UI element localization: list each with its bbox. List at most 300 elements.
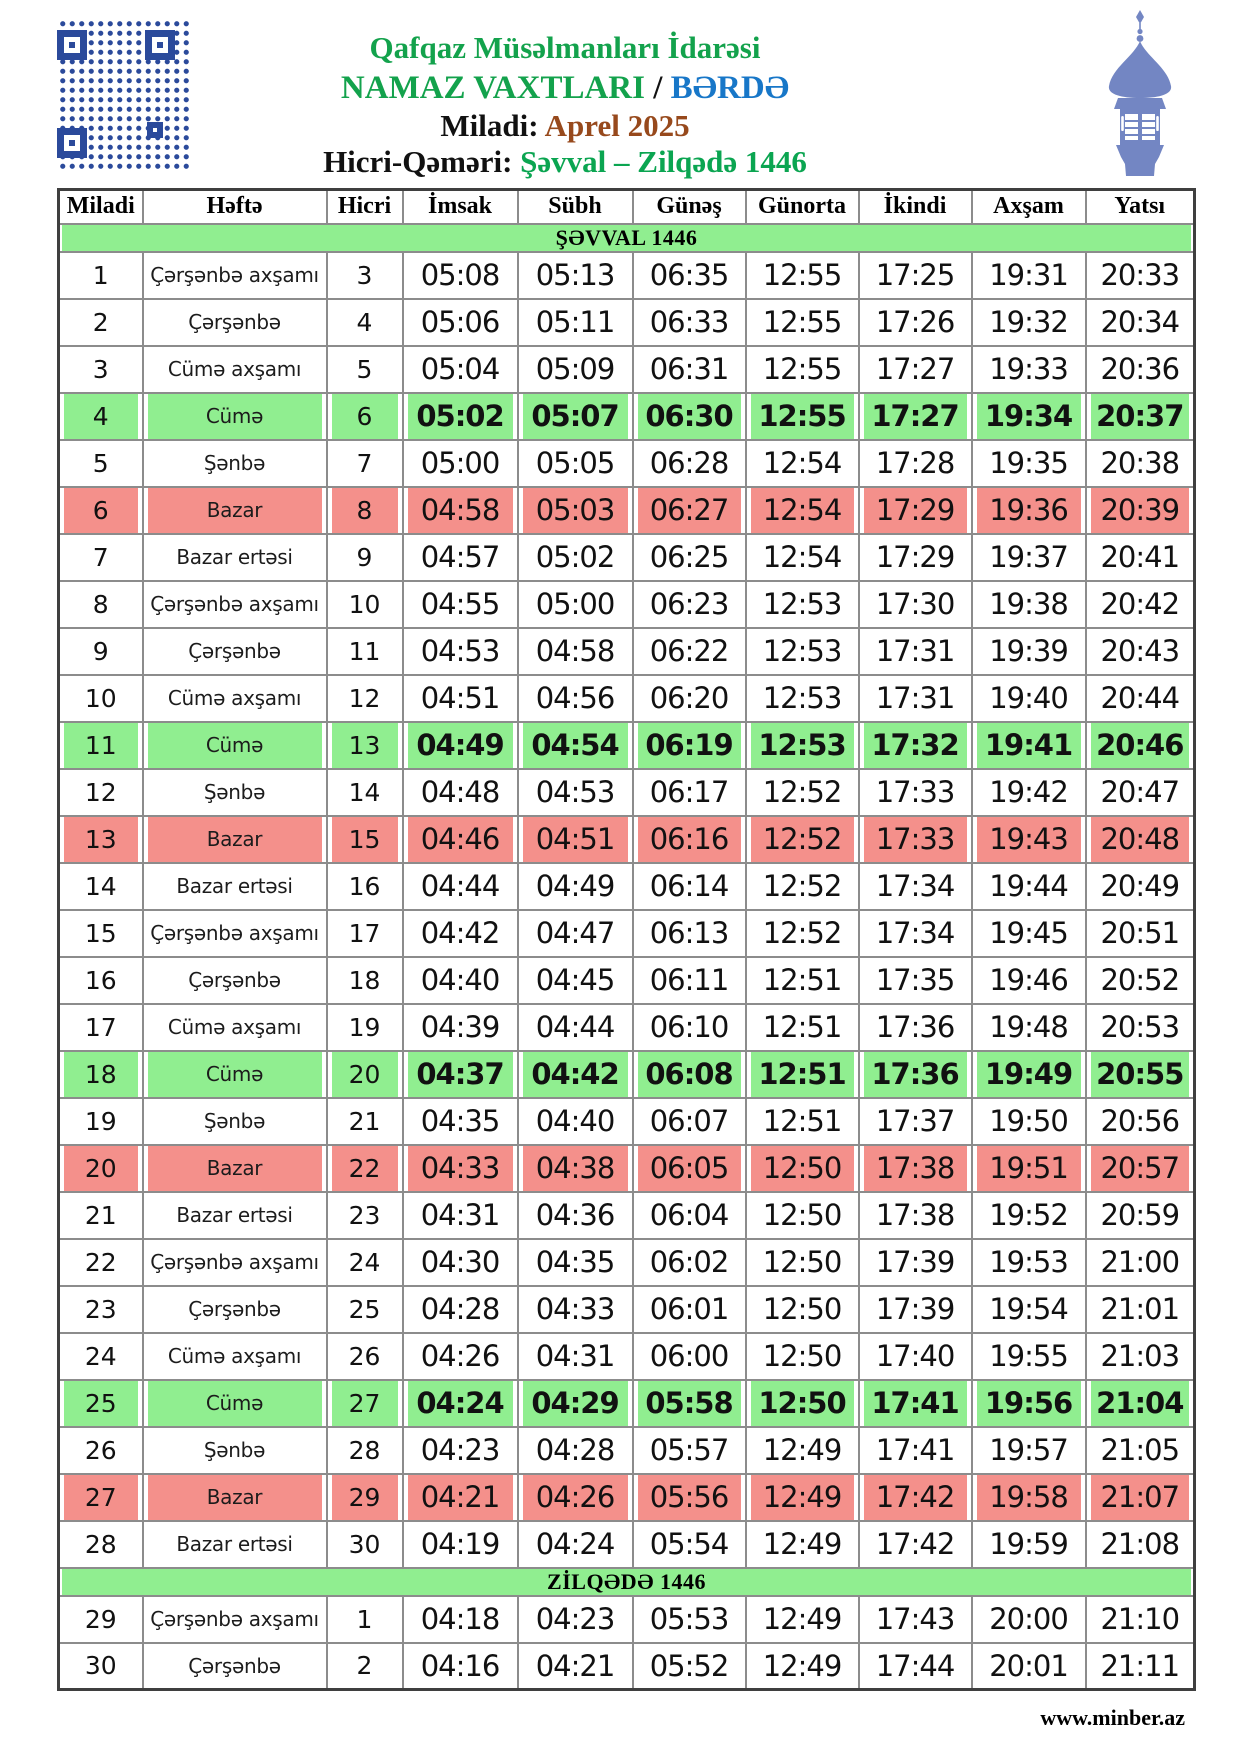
weekday-cell: Çərşənbə axşamı xyxy=(143,910,327,957)
weekday-cell: Bazar xyxy=(143,487,327,534)
time-cell: 06:23 xyxy=(633,581,746,628)
time-cell: 06:33 xyxy=(633,299,746,346)
weekday-cell: Bazar xyxy=(143,1474,327,1521)
miladi-cell: 19 xyxy=(59,1098,143,1145)
miladi-cell: 14 xyxy=(59,863,143,910)
weekday-cell: Çərşənbə xyxy=(143,299,327,346)
weekday-cell: Cümə axşamı xyxy=(143,1333,327,1380)
hicri-cell: 27 xyxy=(327,1380,403,1427)
time-cell: 04:33 xyxy=(518,1286,633,1333)
table-row xyxy=(59,1643,1195,1690)
miladi-cell: 29 xyxy=(59,1596,143,1643)
weekday-cell: Çərşənbə xyxy=(143,1643,327,1690)
table-row xyxy=(59,1192,1195,1239)
time-cell: 20:37 xyxy=(1086,393,1195,440)
hicri-cell: 7 xyxy=(327,440,403,487)
weekday-cell: Cümə xyxy=(143,393,327,440)
miladi-cell: 17 xyxy=(59,1004,143,1051)
time-cell: 04:31 xyxy=(403,1192,518,1239)
time-cell: 06:30 xyxy=(633,393,746,440)
time-cell: 12:50 xyxy=(746,1192,859,1239)
time-cell: 04:24 xyxy=(403,1380,518,1427)
time-cell: 17:33 xyxy=(859,816,972,863)
weekday-cell: Şənbə xyxy=(143,1098,327,1145)
hicri-cell: 29 xyxy=(327,1474,403,1521)
time-cell: 04:54 xyxy=(518,722,633,769)
time-cell: 20:52 xyxy=(1086,957,1195,1004)
miladi-cell: 3 xyxy=(59,346,143,393)
time-cell: 17:26 xyxy=(859,299,972,346)
table-row xyxy=(59,252,1195,299)
weekday-cell: Bazar ertəsi xyxy=(143,1521,327,1568)
time-cell: 12:50 xyxy=(746,1145,859,1192)
column-header: Hicri xyxy=(327,190,403,224)
time-cell: 04:56 xyxy=(518,675,633,722)
time-cell: 17:38 xyxy=(859,1192,972,1239)
hicri-cell: 8 xyxy=(327,487,403,534)
qr-finder-icon xyxy=(57,128,87,158)
time-cell: 12:52 xyxy=(746,910,859,957)
weekday-cell: Bazar xyxy=(143,816,327,863)
table-row xyxy=(59,346,1195,393)
table-row xyxy=(59,1004,1195,1051)
table-row xyxy=(59,581,1195,628)
weekday-cell: Çərşənbə axşamı xyxy=(143,1596,327,1643)
hicri-cell: 28 xyxy=(327,1427,403,1474)
column-header: Günorta xyxy=(746,190,859,224)
miladi-cell: 10 xyxy=(59,675,143,722)
time-cell: 04:40 xyxy=(403,957,518,1004)
miladi-cell: 15 xyxy=(59,910,143,957)
time-cell: 06:25 xyxy=(633,534,746,581)
time-cell: 12:50 xyxy=(746,1333,859,1380)
time-cell: 04:18 xyxy=(403,1596,518,1643)
time-cell: 20:36 xyxy=(1086,346,1195,393)
time-cell: 19:57 xyxy=(972,1427,1086,1474)
table-row xyxy=(59,1145,1195,1192)
hicri-cell: 24 xyxy=(327,1239,403,1286)
time-cell: 04:37 xyxy=(403,1051,518,1098)
time-cell: 12:49 xyxy=(746,1521,859,1568)
time-cell: 19:55 xyxy=(972,1333,1086,1380)
miladi-cell: 1 xyxy=(59,252,143,299)
time-cell: 12:53 xyxy=(746,722,859,769)
time-cell: 05:00 xyxy=(518,581,633,628)
time-cell: 04:49 xyxy=(403,722,518,769)
hicri-cell: 23 xyxy=(327,1192,403,1239)
hicri-value: Şəvval – Zilqədə 1446 xyxy=(520,144,807,179)
miladi-value: Aprel 2025 xyxy=(544,108,690,143)
time-cell: 20:53 xyxy=(1086,1004,1195,1051)
time-cell: 19:45 xyxy=(972,910,1086,957)
time-cell: 04:30 xyxy=(403,1239,518,1286)
time-cell: 04:23 xyxy=(518,1596,633,1643)
time-cell: 06:11 xyxy=(633,957,746,1004)
weekday-cell: Cümə xyxy=(143,1380,327,1427)
time-cell: 05:06 xyxy=(403,299,518,346)
hicri-cell: 16 xyxy=(327,863,403,910)
time-cell: 05:53 xyxy=(633,1596,746,1643)
column-header: Sübh xyxy=(518,190,633,224)
miladi-cell: 6 xyxy=(59,487,143,534)
time-cell: 06:27 xyxy=(633,487,746,534)
time-cell: 04:57 xyxy=(403,534,518,581)
time-cell: 04:42 xyxy=(518,1051,633,1098)
hicri-cell: 21 xyxy=(327,1098,403,1145)
time-cell: 06:16 xyxy=(633,816,746,863)
time-cell: 20:34 xyxy=(1086,299,1195,346)
time-cell: 17:34 xyxy=(859,863,972,910)
table-row xyxy=(59,769,1195,816)
weekday-cell: Çərşənbə axşamı xyxy=(143,252,327,299)
time-cell: 06:17 xyxy=(633,769,746,816)
time-cell: 12:50 xyxy=(746,1286,859,1333)
hicri-cell: 12 xyxy=(327,675,403,722)
time-cell: 19:56 xyxy=(972,1380,1086,1427)
time-cell: 20:01 xyxy=(972,1643,1086,1690)
time-cell: 19:39 xyxy=(972,628,1086,675)
table-row xyxy=(59,299,1195,346)
time-cell: 17:33 xyxy=(859,769,972,816)
time-cell: 17:41 xyxy=(859,1427,972,1474)
hicri-cell: 4 xyxy=(327,299,403,346)
time-cell: 12:52 xyxy=(746,816,859,863)
time-cell: 06:19 xyxy=(633,722,746,769)
time-cell: 20:38 xyxy=(1086,440,1195,487)
time-cell: 05:52 xyxy=(633,1643,746,1690)
weekday-cell: Şənbə xyxy=(143,440,327,487)
time-cell: 20:51 xyxy=(1086,910,1195,957)
miladi-cell: 8 xyxy=(59,581,143,628)
time-cell: 05:02 xyxy=(518,534,633,581)
miladi-cell: 30 xyxy=(59,1643,143,1690)
month-section-row xyxy=(59,1568,1195,1596)
prayer-times-table xyxy=(57,188,1196,1691)
time-cell: 05:08 xyxy=(403,252,518,299)
column-header-row xyxy=(59,190,1195,224)
time-cell: 04:44 xyxy=(518,1004,633,1051)
miladi-cell: 13 xyxy=(59,816,143,863)
weekday-cell: Bazar ertəsi xyxy=(143,863,327,910)
time-cell: 20:48 xyxy=(1086,816,1195,863)
table-row xyxy=(59,957,1195,1004)
month-section-title: ŞƏVVAL 1446 xyxy=(62,225,1191,251)
weekday-cell: Cümə axşamı xyxy=(143,346,327,393)
time-cell: 04:58 xyxy=(518,628,633,675)
time-cell: 06:14 xyxy=(633,863,746,910)
miladi-cell: 9 xyxy=(59,628,143,675)
column-header: Günəş xyxy=(633,190,746,224)
time-cell: 05:09 xyxy=(518,346,633,393)
time-cell: 19:44 xyxy=(972,863,1086,910)
time-cell: 20:43 xyxy=(1086,628,1195,675)
miladi-cell: 5 xyxy=(59,440,143,487)
time-cell: 19:33 xyxy=(972,346,1086,393)
weekday-cell: Şənbə xyxy=(143,769,327,816)
table-row xyxy=(59,1474,1195,1521)
time-cell: 20:42 xyxy=(1086,581,1195,628)
time-cell: 04:51 xyxy=(518,816,633,863)
time-cell: 20:55 xyxy=(1086,1051,1195,1098)
time-cell: 06:08 xyxy=(633,1051,746,1098)
time-cell: 12:53 xyxy=(746,628,859,675)
time-cell: 04:33 xyxy=(403,1145,518,1192)
hicri-cell: 26 xyxy=(327,1333,403,1380)
time-cell: 12:53 xyxy=(746,581,859,628)
time-cell: 05:07 xyxy=(518,393,633,440)
table-row xyxy=(59,1596,1195,1643)
time-cell: 12:52 xyxy=(746,769,859,816)
time-cell: 12:55 xyxy=(746,252,859,299)
time-cell: 06:10 xyxy=(633,1004,746,1051)
table-row xyxy=(59,675,1195,722)
time-cell: 12:54 xyxy=(746,440,859,487)
time-cell: 04:21 xyxy=(403,1474,518,1521)
time-cell: 04:51 xyxy=(403,675,518,722)
time-cell: 12:50 xyxy=(746,1380,859,1427)
time-cell: 19:48 xyxy=(972,1004,1086,1051)
time-cell: 12:49 xyxy=(746,1427,859,1474)
time-cell: 20:59 xyxy=(1086,1192,1195,1239)
weekday-cell: Çərşənbə axşamı xyxy=(143,1239,327,1286)
hicri-cell: 10 xyxy=(327,581,403,628)
time-cell: 06:07 xyxy=(633,1098,746,1145)
time-cell: 17:38 xyxy=(859,1145,972,1192)
time-cell: 19:43 xyxy=(972,816,1086,863)
time-cell: 20:56 xyxy=(1086,1098,1195,1145)
time-cell: 20:44 xyxy=(1086,675,1195,722)
miladi-label: Miladi: xyxy=(440,108,539,143)
time-cell: 04:45 xyxy=(518,957,633,1004)
time-cell: 06:04 xyxy=(633,1192,746,1239)
time-cell: 17:34 xyxy=(859,910,972,957)
time-cell: 17:36 xyxy=(859,1051,972,1098)
time-cell: 19:49 xyxy=(972,1051,1086,1098)
time-cell: 19:52 xyxy=(972,1192,1086,1239)
time-cell: 12:53 xyxy=(746,675,859,722)
time-cell: 17:31 xyxy=(859,628,972,675)
time-cell: 21:00 xyxy=(1086,1239,1195,1286)
time-cell: 04:36 xyxy=(518,1192,633,1239)
time-cell: 12:51 xyxy=(746,1004,859,1051)
time-cell: 21:11 xyxy=(1086,1643,1195,1690)
time-cell: 04:28 xyxy=(403,1286,518,1333)
time-cell: 17:44 xyxy=(859,1643,972,1690)
hicri-cell: 2 xyxy=(327,1643,403,1690)
time-cell: 17:31 xyxy=(859,675,972,722)
time-cell: 06:35 xyxy=(633,252,746,299)
hicri-cell: 20 xyxy=(327,1051,403,1098)
table-row xyxy=(59,440,1195,487)
time-cell: 17:35 xyxy=(859,957,972,1004)
time-cell: 20:57 xyxy=(1086,1145,1195,1192)
miladi-cell: 4 xyxy=(59,393,143,440)
city-name: BƏRDƏ xyxy=(670,70,790,106)
time-cell: 04:53 xyxy=(518,769,633,816)
time-cell: 04:28 xyxy=(518,1427,633,1474)
time-cell: 04:53 xyxy=(403,628,518,675)
time-cell: 12:50 xyxy=(746,1239,859,1286)
time-cell: 04:55 xyxy=(403,581,518,628)
table-row xyxy=(59,487,1195,534)
column-header: İkindi xyxy=(859,190,972,224)
time-cell: 19:54 xyxy=(972,1286,1086,1333)
time-cell: 05:05 xyxy=(518,440,633,487)
time-cell: 05:04 xyxy=(403,346,518,393)
time-cell: 12:54 xyxy=(746,487,859,534)
hicri-cell: 9 xyxy=(327,534,403,581)
time-cell: 04:26 xyxy=(403,1333,518,1380)
hicri-cell: 19 xyxy=(327,1004,403,1051)
table-row xyxy=(59,1380,1195,1427)
weekday-cell: Cümə axşamı xyxy=(143,1004,327,1051)
hicri-cell: 17 xyxy=(327,910,403,957)
time-cell: 17:25 xyxy=(859,252,972,299)
table-row xyxy=(59,816,1195,863)
time-cell: 04:47 xyxy=(518,910,633,957)
hicri-label: Hicri-Qəməri: xyxy=(323,144,513,179)
time-cell: 05:00 xyxy=(403,440,518,487)
time-cell: 17:27 xyxy=(859,393,972,440)
table-row xyxy=(59,722,1195,769)
time-cell: 17:27 xyxy=(859,346,972,393)
time-cell: 12:51 xyxy=(746,957,859,1004)
time-cell: 20:49 xyxy=(1086,863,1195,910)
weekday-cell: Cümə xyxy=(143,1051,327,1098)
time-cell: 04:35 xyxy=(403,1098,518,1145)
time-cell: 05:02 xyxy=(403,393,518,440)
table-row xyxy=(59,910,1195,957)
hicri-cell: 15 xyxy=(327,816,403,863)
time-cell: 17:37 xyxy=(859,1098,972,1145)
time-cell: 06:01 xyxy=(633,1286,746,1333)
time-cell: 12:54 xyxy=(746,534,859,581)
miladi-cell: 28 xyxy=(59,1521,143,1568)
hicri-cell: 3 xyxy=(327,252,403,299)
miladi-cell: 16 xyxy=(59,957,143,1004)
month-section-title: ZİLQƏDƏ 1446 xyxy=(62,1569,1191,1595)
time-cell: 19:46 xyxy=(972,957,1086,1004)
time-cell: 21:08 xyxy=(1086,1521,1195,1568)
table-row xyxy=(59,628,1195,675)
hicri-cell: 1 xyxy=(327,1596,403,1643)
hicri-cell: 6 xyxy=(327,393,403,440)
weekday-cell: Çərşənbə xyxy=(143,957,327,1004)
time-cell: 19:37 xyxy=(972,534,1086,581)
hijri-date-line xyxy=(150,144,980,180)
table-row xyxy=(59,1427,1195,1474)
time-cell: 20:47 xyxy=(1086,769,1195,816)
website-text: www.minber.az xyxy=(1040,1705,1185,1730)
miladi-cell: 23 xyxy=(59,1286,143,1333)
time-cell: 04:38 xyxy=(518,1145,633,1192)
time-cell: 21:05 xyxy=(1086,1427,1195,1474)
time-cell: 12:51 xyxy=(746,1098,859,1145)
time-cell: 04:24 xyxy=(518,1521,633,1568)
time-cell: 06:28 xyxy=(633,440,746,487)
column-header: İmsak xyxy=(403,190,518,224)
time-cell: 04:23 xyxy=(403,1427,518,1474)
time-cell: 19:34 xyxy=(972,393,1086,440)
time-cell: 06:05 xyxy=(633,1145,746,1192)
time-cell: 05:56 xyxy=(633,1474,746,1521)
time-cell: 21:10 xyxy=(1086,1596,1195,1643)
time-cell: 04:21 xyxy=(518,1643,633,1690)
miladi-cell: 11 xyxy=(59,722,143,769)
time-cell: 19:58 xyxy=(972,1474,1086,1521)
time-cell: 17:41 xyxy=(859,1380,972,1427)
time-cell: 12:51 xyxy=(746,1051,859,1098)
time-cell: 19:36 xyxy=(972,487,1086,534)
time-cell: 17:29 xyxy=(859,534,972,581)
time-cell: 05:03 xyxy=(518,487,633,534)
hicri-cell: 22 xyxy=(327,1145,403,1192)
time-cell: 06:02 xyxy=(633,1239,746,1286)
weekday-cell: Cümə axşamı xyxy=(143,675,327,722)
time-cell: 21:01 xyxy=(1086,1286,1195,1333)
miladi-cell: 7 xyxy=(59,534,143,581)
time-cell: 12:49 xyxy=(746,1596,859,1643)
hicri-cell: 25 xyxy=(327,1286,403,1333)
table-row xyxy=(59,1521,1195,1568)
miladi-cell: 21 xyxy=(59,1192,143,1239)
time-cell: 04:26 xyxy=(518,1474,633,1521)
time-cell: 17:42 xyxy=(859,1521,972,1568)
weekday-cell: Cümə xyxy=(143,722,327,769)
time-cell: 04:39 xyxy=(403,1004,518,1051)
time-cell: 19:35 xyxy=(972,440,1086,487)
hicri-cell: 5 xyxy=(327,346,403,393)
hicri-cell: 18 xyxy=(327,957,403,1004)
time-cell: 04:35 xyxy=(518,1239,633,1286)
time-cell: 05:11 xyxy=(518,299,633,346)
time-cell: 04:58 xyxy=(403,487,518,534)
hicri-cell: 30 xyxy=(327,1521,403,1568)
hicri-cell: 13 xyxy=(327,722,403,769)
table-row xyxy=(59,1333,1195,1380)
time-cell: 21:04 xyxy=(1086,1380,1195,1427)
time-cell: 12:55 xyxy=(746,346,859,393)
weekday-cell: Bazar ertəsi xyxy=(143,1192,327,1239)
time-cell: 06:22 xyxy=(633,628,746,675)
time-cell: 06:31 xyxy=(633,346,746,393)
table-row xyxy=(59,1239,1195,1286)
table-row xyxy=(59,1098,1195,1145)
weekday-cell: Bazar ertəsi xyxy=(143,534,327,581)
time-cell: 20:46 xyxy=(1086,722,1195,769)
time-cell: 04:42 xyxy=(403,910,518,957)
time-cell: 17:32 xyxy=(859,722,972,769)
miladi-cell: 12 xyxy=(59,769,143,816)
time-cell: 04:44 xyxy=(403,863,518,910)
weekday-cell: Çərşənbə xyxy=(143,628,327,675)
time-cell: 17:28 xyxy=(859,440,972,487)
time-cell: 19:38 xyxy=(972,581,1086,628)
weekday-cell: Çərşənbə xyxy=(143,1286,327,1333)
time-cell: 06:20 xyxy=(633,675,746,722)
time-cell: 12:55 xyxy=(746,299,859,346)
organization-title: Qafqaz Müsəlmanları İdarəsi xyxy=(369,30,761,65)
miladi-cell: 26 xyxy=(59,1427,143,1474)
time-cell: 21:03 xyxy=(1086,1333,1195,1380)
time-cell: 17:43 xyxy=(859,1596,972,1643)
column-header: Həftə xyxy=(143,190,327,224)
time-cell: 06:00 xyxy=(633,1333,746,1380)
time-cell: 04:48 xyxy=(403,769,518,816)
time-cell: 17:29 xyxy=(859,487,972,534)
time-cell: 04:40 xyxy=(518,1098,633,1145)
miladi-cell: 2 xyxy=(59,299,143,346)
